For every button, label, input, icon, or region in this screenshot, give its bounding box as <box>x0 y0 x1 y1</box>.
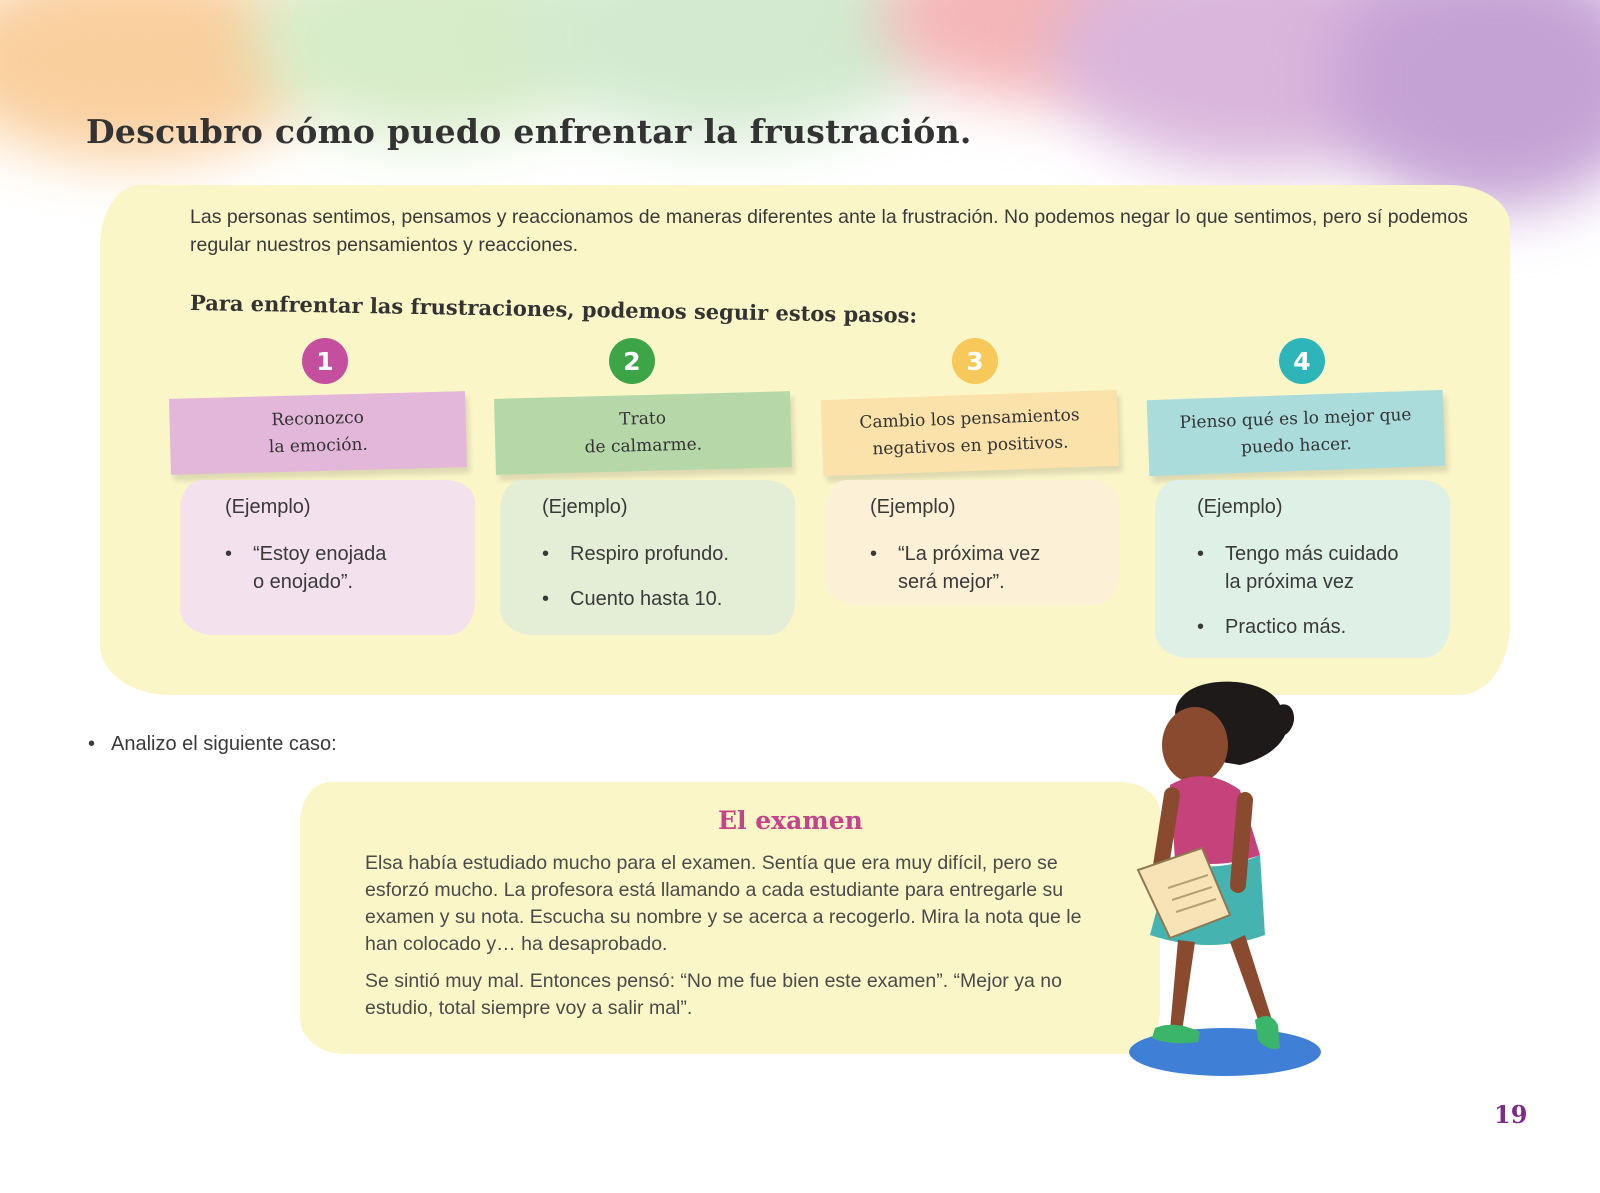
frustrated-girl-illustration <box>1120 680 1330 1090</box>
steps-subtitle: Para enfrentar las frustraciones, podemos seguir estos pasos: <box>189 290 918 328</box>
step-2-example-label: (Ejemplo) <box>542 496 628 518</box>
step-2-note <box>494 391 792 475</box>
step-3-number-badge: 3 <box>952 338 998 384</box>
step-2-example-item: • Cuento hasta 10. <box>570 585 729 613</box>
step-1-label: Reconozco la emoción. <box>268 407 369 458</box>
step-4-number-badge: 4 <box>1279 338 1325 384</box>
step-4-example-item: • Practico más. <box>1225 613 1398 641</box>
step-2-label: Trato de calmarme. <box>584 408 703 458</box>
step-2-example-list <box>542 540 729 630</box>
step-1-example-list <box>225 540 386 613</box>
step-1-number-badge: 1 <box>302 338 348 384</box>
analyze-instruction: • Analizo el siguiente caso: <box>88 733 337 756</box>
step-3-note <box>821 390 1119 476</box>
step-1-note <box>169 391 467 475</box>
page-number: 19 <box>1494 1100 1528 1129</box>
step-3-example-box <box>825 480 1120 605</box>
step-1-example-label: (Ejemplo) <box>225 496 311 518</box>
step-4-note <box>1147 390 1445 476</box>
step-3-label: Cambio los pensamientos negativos en positivos. <box>859 405 1080 460</box>
step-2-example-box <box>500 480 795 635</box>
step-4-label: Pienso qué es lo mejor que puedo hacer. <box>1179 404 1412 458</box>
step-1-example-box <box>180 480 475 635</box>
step-1-example-item: • “Estoy enojada o enojado”. <box>253 540 386 596</box>
step-4-example-label: (Ejemplo) <box>1197 496 1283 518</box>
story-title: El examen <box>718 806 863 835</box>
step-3-example-item: • “La próxima vez será mejor”. <box>898 540 1040 596</box>
step-3-example-list <box>870 540 1040 613</box>
step-2-number-badge: 2 <box>609 338 655 384</box>
story-paragraph-2: Se sintió muy mal. Entonces pensó: “No me fue bien este examen”. “Mejor ya no estudio, total siempre voy a salir mal”. <box>365 970 1062 1019</box>
intro-text: Las personas sentimos, pensamos y reaccionamos de maneras diferentes ante la frustración. No podemos negar lo que sentimos, pero sí podemos regular nuestros pensamientos y reacciones. <box>190 206 1468 256</box>
step-4-example-box <box>1155 480 1450 658</box>
step-3-example-label: (Ejemplo) <box>870 496 956 518</box>
story-paragraph-1: Elsa había estudiado mucho para el examen. Sentía que era muy difícil, pero se esforzó mucho. La profesora está llamando a cada estudiante para entregarle su examen y su nota. Escucha su nombre y se acerca a recogerlo. Mira la nota que le han colocado y… ha desaprobado. <box>365 852 1082 955</box>
step-4-example-list <box>1197 540 1398 658</box>
step-4-example-item: • Tengo más cuidado la próxima vez <box>1225 540 1398 596</box>
page-title: Descubro cómo puedo enfrentar la frustración. <box>86 112 972 151</box>
step-2-example-item: • Respiro profundo. <box>570 540 729 568</box>
